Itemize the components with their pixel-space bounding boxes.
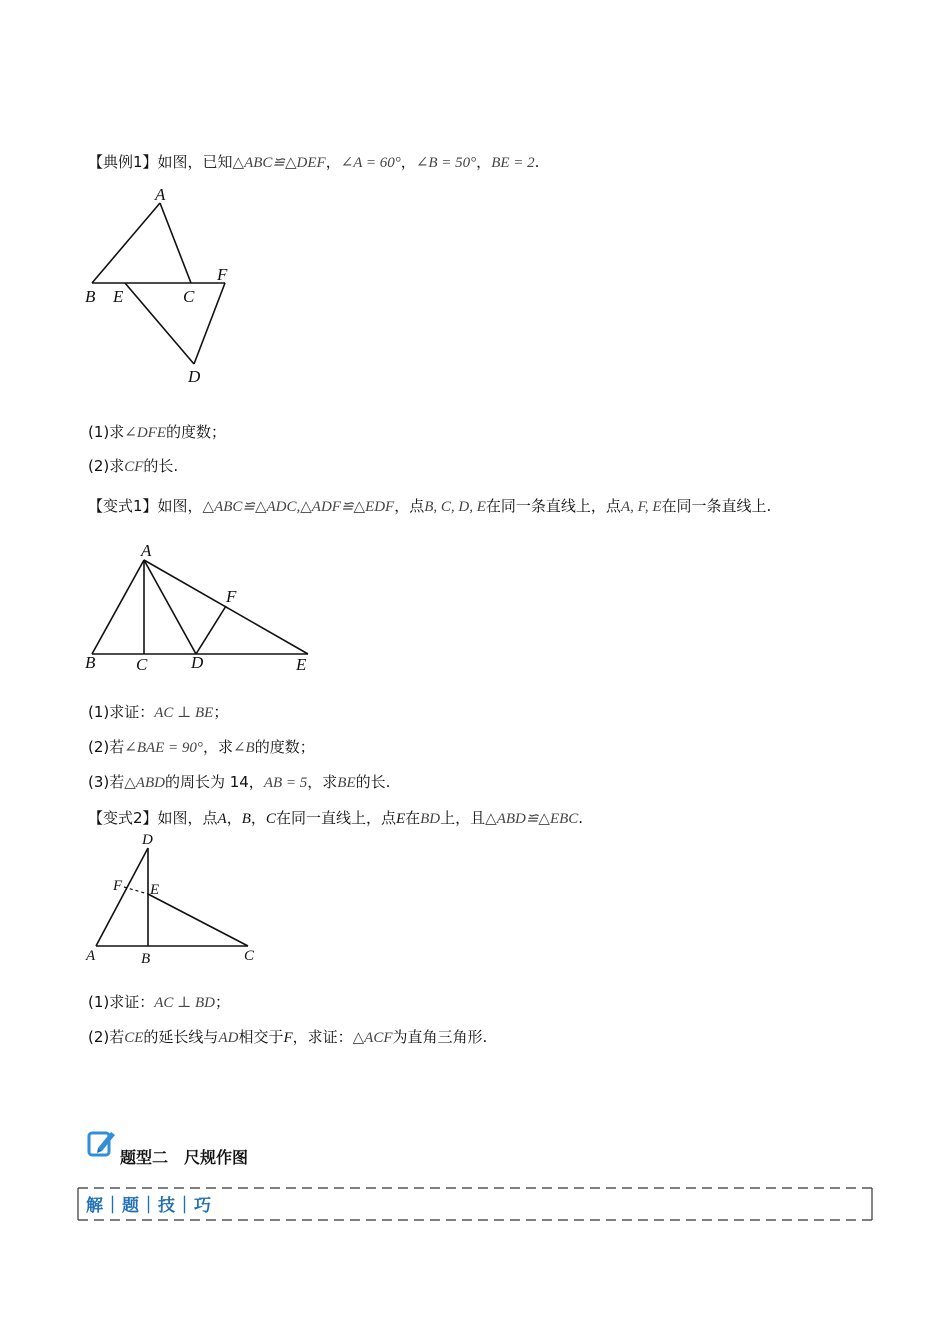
variant2-text: 在 bbox=[405, 809, 421, 827]
point-c: C bbox=[265, 811, 276, 827]
label-d: D bbox=[142, 832, 153, 848]
label-f: F bbox=[217, 265, 228, 284]
segment-fd bbox=[194, 283, 225, 364]
variant1-figure bbox=[80, 538, 320, 678]
segment-ac bbox=[160, 203, 191, 283]
variant2-prefix: 【变式2】如图，点 bbox=[88, 809, 218, 827]
section-title: 题型二 尺规作图 bbox=[120, 1148, 249, 1167]
example1-congruence: △ABC≌△DEF bbox=[232, 155, 326, 171]
q-math: AC ⊥ BD bbox=[154, 995, 216, 1011]
variant1-stem bbox=[88, 496, 771, 517]
variant1-text: 在同一条直线上. bbox=[661, 497, 772, 515]
q-prefix: (1)求证： bbox=[88, 993, 155, 1011]
variant1-q3 bbox=[88, 772, 390, 793]
variant2-q1 bbox=[88, 992, 230, 1013]
q-text: 的周长为 14， bbox=[164, 773, 264, 791]
variant1-text: ，点 bbox=[394, 497, 425, 515]
variant1-points: A, F, E bbox=[620, 499, 662, 515]
variant2-text: 上，且 bbox=[440, 809, 486, 827]
q-math: BE bbox=[337, 775, 356, 791]
sep: ， bbox=[226, 809, 242, 827]
label-b: B bbox=[85, 653, 96, 672]
q-suffix: 的长. bbox=[143, 457, 179, 475]
segment-bd: BD bbox=[420, 811, 441, 827]
example1-stem bbox=[88, 152, 539, 173]
q-math: ∠B bbox=[232, 740, 255, 756]
label-c: C bbox=[244, 948, 255, 964]
segment-ab bbox=[92, 560, 144, 654]
q-math: AB = 5 bbox=[263, 775, 308, 791]
q-math: CF bbox=[124, 459, 144, 475]
example1-end: . bbox=[534, 153, 540, 171]
label-b: B bbox=[85, 287, 96, 306]
variant1-text: 在同一条直线上，点 bbox=[485, 497, 621, 515]
label-a: A bbox=[141, 541, 152, 560]
variant1-q1 bbox=[88, 702, 228, 723]
label-d: D bbox=[188, 367, 201, 386]
segment-ad bbox=[96, 848, 148, 946]
q-math: △ABD bbox=[124, 775, 165, 791]
point-e: E bbox=[395, 811, 406, 827]
variant1-q2 bbox=[88, 737, 315, 758]
q-text: 相交于 bbox=[238, 1028, 284, 1046]
label-a: A bbox=[155, 185, 166, 204]
q-suffix: 为直角三角形. bbox=[392, 1028, 488, 1046]
variant2-q2 bbox=[88, 1027, 487, 1048]
point-f: F bbox=[283, 1030, 293, 1046]
label-f: F bbox=[113, 878, 123, 894]
variant2-end: . bbox=[578, 809, 584, 827]
q-math: ∠DFE bbox=[124, 425, 166, 441]
q-text: ，求 bbox=[202, 738, 233, 756]
example1-angle-b: ∠B = 50° bbox=[415, 155, 477, 171]
q-math: ∠BAE = 90° bbox=[124, 740, 203, 756]
label-e: E bbox=[296, 655, 307, 674]
example1-sep: ， bbox=[325, 153, 341, 171]
variant1-congruence: △ABC≌△ADC,△ADF≌△EDF bbox=[202, 499, 395, 515]
label-d: D bbox=[191, 653, 204, 672]
label-a: A bbox=[86, 948, 96, 964]
example1-sep: ， bbox=[476, 153, 492, 171]
example1-be: BE = 2 bbox=[491, 155, 535, 171]
q-prefix: (1)求证： bbox=[88, 703, 155, 721]
example1-angle-a: ∠A = 60° bbox=[340, 155, 401, 171]
q-prefix: (2)若 bbox=[88, 738, 125, 756]
q-text: ，求 bbox=[307, 773, 338, 791]
q-suffix: 的度数； bbox=[254, 738, 315, 756]
label-f: F bbox=[226, 587, 237, 606]
variant1-points: B, C, D, E bbox=[424, 499, 486, 515]
q-math: △ACF bbox=[352, 1030, 393, 1046]
label-c: C bbox=[183, 287, 195, 306]
q-prefix: (3)若 bbox=[88, 773, 125, 791]
label-e: E bbox=[150, 882, 160, 898]
label-c: C bbox=[136, 655, 148, 674]
point-a: A bbox=[217, 811, 227, 827]
q-suffix: 的长. bbox=[355, 773, 391, 791]
pencil-note-icon bbox=[86, 1128, 118, 1160]
q-prefix: (1)求 bbox=[88, 423, 125, 441]
example1-q2 bbox=[88, 456, 178, 477]
q-text: ，求证： bbox=[292, 1028, 353, 1046]
example1-q1 bbox=[88, 422, 226, 443]
example1-prefix: 【典例1】如图，已知 bbox=[88, 153, 233, 171]
q-prefix: (2)求 bbox=[88, 457, 125, 475]
variant2-text: 在同一直线上，点 bbox=[275, 809, 396, 827]
q-prefix: (2)若 bbox=[88, 1028, 125, 1046]
q-text: 的延长线与 bbox=[143, 1028, 219, 1046]
q-math: CE bbox=[124, 1030, 144, 1046]
q-suffix: ； bbox=[213, 703, 229, 721]
q-suffix: ； bbox=[215, 993, 231, 1011]
sep: ， bbox=[250, 809, 266, 827]
segment-ab bbox=[92, 203, 160, 283]
tips-label: 解｜题｜技｜巧 bbox=[86, 1196, 212, 1216]
variant2-figure bbox=[80, 826, 270, 971]
example1-sep: ， bbox=[400, 153, 416, 171]
q-suffix: 的度数； bbox=[165, 423, 226, 441]
example1-figure bbox=[80, 180, 250, 390]
q-math: AD bbox=[218, 1030, 239, 1046]
segment-ec bbox=[148, 894, 248, 946]
q-math: AC ⊥ BE bbox=[154, 705, 214, 721]
label-b: B bbox=[141, 951, 151, 967]
variant1-prefix: 【变式1】如图， bbox=[88, 497, 203, 515]
label-e: E bbox=[113, 287, 124, 306]
point-b: B bbox=[241, 811, 251, 827]
variant2-congruence: △ABD≌△EBC bbox=[485, 811, 579, 827]
segment-df bbox=[196, 606, 226, 654]
